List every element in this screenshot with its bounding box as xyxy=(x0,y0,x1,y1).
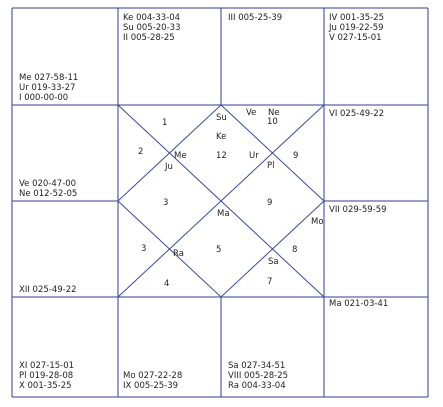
box-bottom-2-line-2: IX 005-25-39 xyxy=(123,381,179,391)
planet-label: Ur xyxy=(249,151,259,161)
box-top-left-line-2: Ur 019-33-27 xyxy=(19,83,76,93)
sign-number: 3 xyxy=(163,198,169,208)
box-bottom-3-line-3: Ra 004-33-04 xyxy=(228,381,286,391)
planet-label: Ke xyxy=(216,132,227,142)
box-bottom-3-line-2: VIII 005-28-25 xyxy=(228,371,289,381)
box-bottom-right-line-1: Ma 021-03-41 xyxy=(329,299,389,309)
planet-label: Ju xyxy=(165,162,173,172)
sign-number: 10 xyxy=(267,117,278,127)
box-top-right-line-3: V 027-15-01 xyxy=(329,33,382,43)
planet-label: Ra xyxy=(173,249,184,259)
planet-label: Ma xyxy=(217,209,230,219)
planet-label: Ve xyxy=(246,108,257,118)
sign-number: 8 xyxy=(292,245,298,255)
sign-number: 7 xyxy=(267,277,273,287)
outer-box-texts xyxy=(19,13,388,391)
box-top-2-line-2: Su 005-20-33 xyxy=(123,23,181,33)
sign-number: 9 xyxy=(267,198,273,208)
box-top-2-line-3: II 005-28-25 xyxy=(123,33,175,43)
box-top-right-line-2: Ju 019-22-59 xyxy=(329,23,384,33)
box-bottom-left-line-1: XI 027-15-01 xyxy=(19,361,75,371)
box-bottom-left-line-2: Pl 019-28-08 xyxy=(19,371,74,381)
box-left-upper-line-2: Ne 012-52-05 xyxy=(19,189,78,199)
planet-label: Su xyxy=(216,113,227,123)
planet-label: Sa xyxy=(268,257,279,267)
sign-number: 4 xyxy=(164,279,170,289)
sign-number: 12 xyxy=(216,151,227,161)
box-right-lower-line-1: VII 029-59-59 xyxy=(329,205,387,215)
planet-label: Pl xyxy=(267,161,275,171)
center-planets xyxy=(164,108,324,267)
box-left-lower-line-1: XII 025-49-22 xyxy=(19,285,77,295)
box-bottom-left-line-3: X 001-35-25 xyxy=(19,381,72,391)
box-top-left-line-3: I 000-00-00 xyxy=(19,93,69,103)
box-top-2-line-1: Ke 004-33-04 xyxy=(123,13,181,23)
box-top-right-line-1: IV 001-35-25 xyxy=(329,13,385,23)
box-bottom-2-line-1: Mo 027-22-28 xyxy=(123,371,183,381)
sign-number: 1 xyxy=(162,118,168,128)
box-right-upper-line-1: VI 025-49-22 xyxy=(329,109,385,119)
planet-label: Ne xyxy=(268,108,280,118)
sign-number: 2 xyxy=(138,147,144,157)
sign-number: 5 xyxy=(216,245,222,255)
box-bottom-3-line-1: Sa 027-34-51 xyxy=(228,361,286,371)
planet-label: Me xyxy=(174,151,187,161)
sign-number: 9 xyxy=(293,151,299,161)
box-left-upper-line-1: Ve 020-47-00 xyxy=(19,179,77,189)
sign-number: 3 xyxy=(141,244,147,254)
planet-label: Mo xyxy=(311,217,324,227)
box-top-left-line-1: Me 027-58-11 xyxy=(19,73,79,83)
box-top-3-line-1: III 005-25-39 xyxy=(228,13,283,23)
